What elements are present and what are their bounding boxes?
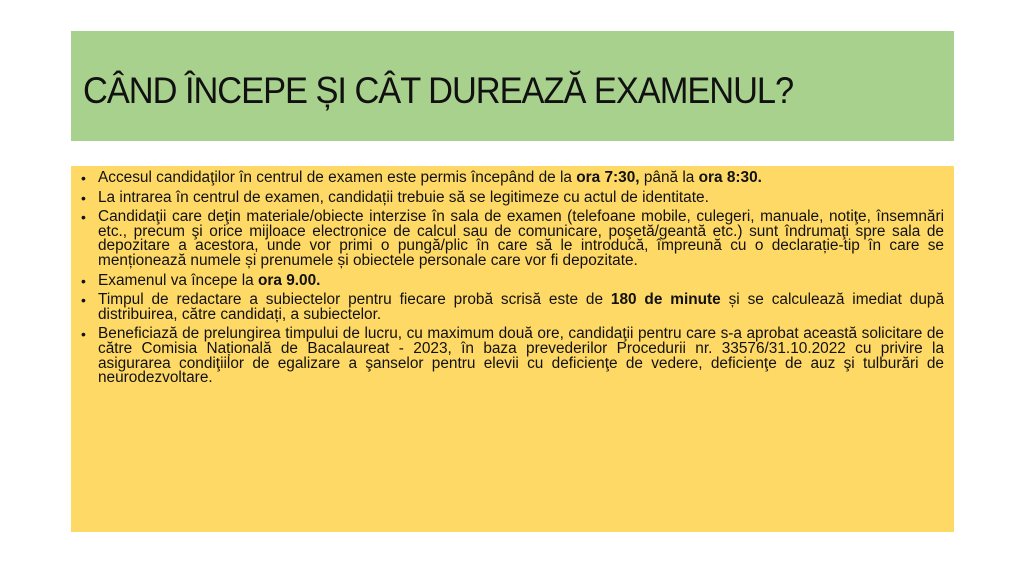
item-text: Examenul va începe la (98, 271, 258, 289)
content-panel (71, 166, 954, 532)
bullet-list (81, 171, 944, 386)
list-item (81, 210, 944, 268)
bullet-dot-icon: • (81, 189, 86, 206)
item-emphasis: 180 de minute (610, 291, 721, 309)
item-text: Beneficiază de prelungirea timpului de lucru, cu maximum două ore, candidaţii pentru care s-a aprobat această solicitare de către Comisia Națională de Bacalaureat - 2023, în baza prevederilor Procedurii nr. 33576/31.10.2022 cu privire la asigurarea condiţiilor de egalizare a şanselor pentru elevii cu deficienţe de vedere, deficienţe de auz şi tulburări de neurodezvoltare. (98, 325, 944, 387)
item-text: până la (639, 169, 699, 186)
bullet-dot-icon: • (81, 272, 86, 289)
title-banner (71, 31, 954, 141)
item-emphasis: ora 8:30. (698, 169, 762, 186)
item-text: La intrarea în centrul de examen, candidații trebuie să se legitimeze cu actul de identitate. (98, 188, 709, 206)
bullet-dot-icon: • (81, 292, 86, 309)
item-text: Accesul candidaţilor în centrul de examen este permis începând de la (98, 169, 577, 186)
list-item (81, 171, 944, 186)
item-text: Timpul de redactare a subiectelor pentru fiecare probă scrisă este de (98, 291, 611, 309)
slide-title: CÂND ÎNCEPE ȘI CÂT DUREAZĂ EXAMENUL? (83, 70, 794, 111)
item-emphasis: ora 7:30, (576, 169, 640, 186)
bullet-dot-icon: • (81, 326, 86, 343)
list-item (81, 327, 944, 385)
list-item (81, 188, 944, 206)
list-item (81, 293, 944, 322)
list-item (81, 271, 944, 289)
item-text: Candidaţii care deţin materiale/obiecte interzise în sala de examen (telefoane mobile, culegeri, manuale, notiţe, însemnări etc., precum şi orice mijloace electronice de calcul sau de comunicare, poşetă/geantă etc.) sunt îndrumaţi spre sala de depozitare a acestora, unde vor primi o pungă/plic în care să le introducă, împreună cu o declarație-tip în care se menționează numele și prenumele și obiectele personale care vor fi depozitate. (98, 208, 944, 269)
bullet-dot-icon: • (81, 209, 86, 226)
bullet-dot-icon: • (81, 170, 86, 186)
item-text: și se calculează imediat după distribuirea, către candidați, a subiectelor. (98, 291, 945, 323)
item-emphasis: ora 9.00. (258, 271, 321, 289)
